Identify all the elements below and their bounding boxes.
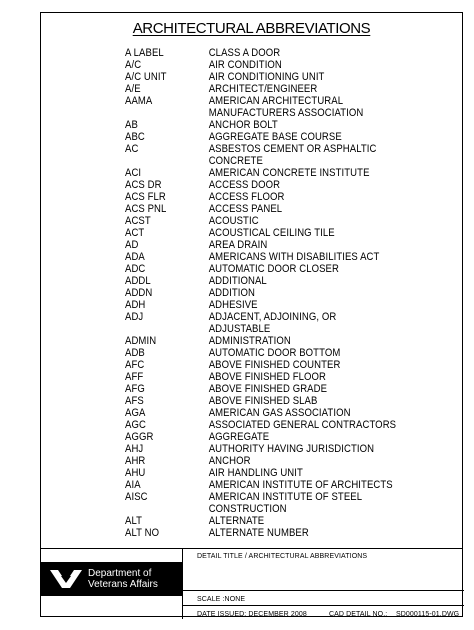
cad-detail-label: CAD DETAIL NO.: (329, 611, 388, 618)
abbreviation: AD (125, 239, 139, 251)
abbreviation: AFG (125, 383, 145, 395)
abbreviation: AHJ (125, 443, 144, 455)
definition: AUTOMATIC DOOR CLOSER (208, 263, 339, 275)
abbreviation: AIA (125, 479, 141, 491)
abbreviation-row (125, 515, 422, 527)
abbreviation-row (125, 527, 422, 539)
abbreviation-row (125, 371, 422, 383)
abbreviation: AFS (125, 395, 144, 407)
definition: ADDITION (208, 287, 255, 299)
abbreviation: ADB (125, 347, 145, 359)
abbreviation: AGGR (125, 431, 154, 443)
abbreviation-row (125, 407, 422, 419)
department-name (88, 568, 158, 590)
definition: ACCESS FLOOR (208, 191, 285, 203)
definition: AMERICAN ARCHITECTURAL MANUFACTURERS ASSOCIATION (208, 95, 364, 119)
definition: ABOVE FINISHED SLAB (208, 395, 318, 407)
date-issued: DATE ISSUED: DECEMBER 2008 (197, 611, 307, 618)
abbreviation: ADDL (125, 275, 151, 287)
title-block-rule-2 (182, 605, 464, 606)
definition: AIR CONDITION (208, 59, 282, 71)
definition: ARCHITECT/ENGINEER (208, 83, 318, 95)
abbreviation: A/C (125, 59, 142, 71)
abbreviation: ACI (125, 167, 142, 179)
abbreviation: ACS FLR (125, 191, 166, 203)
va-logo (41, 562, 182, 596)
cad-detail-number: SD000115-01.DWG (396, 611, 460, 618)
title-block-rule-1 (182, 590, 464, 591)
abbreviation-row (125, 239, 422, 251)
definition: AMERICAN INSTITUTE OF STEEL CONSTRUCTION (208, 491, 363, 515)
abbreviation: ACST (125, 215, 151, 227)
abbreviation-row (125, 95, 422, 119)
abbreviation-row (125, 347, 422, 359)
title-block (41, 548, 462, 619)
abbreviation-row (125, 443, 422, 455)
abbreviation: AAMA (125, 95, 153, 107)
abbreviation: ADJ (125, 311, 144, 323)
va-emblem-icon (49, 568, 83, 590)
abbreviation: A/C UNIT (125, 71, 167, 83)
abbreviation-row (125, 467, 422, 479)
abbreviation-row (125, 491, 422, 515)
abbreviation-row (125, 167, 422, 179)
abbreviation: ACT (125, 227, 145, 239)
abbreviation: ADA (125, 251, 145, 263)
abbreviation: ADMIN (125, 335, 157, 347)
abbreviation: ALT (125, 515, 143, 527)
definition: AUTOMATIC DOOR BOTTOM (208, 347, 341, 359)
drawing-sheet (40, 12, 463, 617)
abbreviation: AGA (125, 407, 146, 419)
abbreviation-row (125, 71, 422, 83)
abbreviation-row (125, 479, 422, 491)
detail-title: DETAIL TITLE / ARCHITECTURAL ABBREVIATIONS (197, 553, 368, 560)
abbreviation-row (125, 203, 422, 215)
abbreviation: ADC (125, 263, 146, 275)
title-block-divider (182, 549, 183, 619)
abbreviation-row (125, 131, 422, 143)
abbreviation-row (125, 83, 422, 95)
abbreviation: ACS PNL (125, 203, 167, 215)
definition: AGGREGATE BASE COURSE (208, 131, 342, 143)
abbreviation: AISC (125, 491, 148, 503)
definition: ABOVE FINISHED GRADE (208, 383, 328, 395)
definition: ADJACENT, ADJOINING, OR ADJUSTABLE (208, 311, 337, 335)
definition: CLASS A DOOR (208, 47, 281, 59)
definition: ACOUSTICAL CEILING TILE (208, 227, 335, 239)
department-line-2: Veterans Affairs (88, 579, 158, 590)
abbreviation-row (125, 335, 422, 347)
definition: AUTHORITY HAVING JURISDICTION (208, 443, 375, 455)
definition: ABOVE FINISHED FLOOR (208, 371, 326, 383)
definition: ADDITIONAL (208, 275, 267, 287)
definition: ACCESS PANEL (208, 203, 283, 215)
abbreviation-list (125, 47, 422, 539)
abbreviation-row (125, 275, 422, 287)
abbreviation: ALT NO (125, 527, 160, 539)
scale: SCALE :NONE (197, 596, 246, 603)
definition: AIR HANDLING UNIT (208, 467, 303, 479)
abbreviation-row (125, 419, 422, 431)
abbreviation: ACS DR (125, 179, 162, 191)
abbreviation-row (125, 59, 422, 71)
abbreviation: AB (125, 119, 138, 131)
abbreviation: AC (125, 143, 139, 155)
abbreviation: ABC (125, 131, 145, 143)
definition: AMERICAN INSTITUTE OF ARCHITECTS (208, 479, 393, 491)
definition: AIR CONDITIONING UNIT (208, 71, 325, 83)
definition: AMERICAN CONCRETE INSTITUTE (208, 167, 370, 179)
definition: ALTERNATE NUMBER (208, 527, 309, 539)
abbreviation-row (125, 47, 422, 59)
abbreviation-row (125, 143, 422, 167)
definition: ANCHOR (208, 455, 251, 467)
abbreviation-row (125, 263, 422, 275)
definition: ABOVE FINISHED COUNTER (208, 359, 341, 371)
definition: ANCHOR BOLT (208, 119, 278, 131)
abbreviation-row (125, 119, 422, 131)
abbreviation-row (125, 455, 422, 467)
definition: AGGREGATE (208, 431, 270, 443)
abbreviation-row (125, 383, 422, 395)
abbreviation: AHR (125, 455, 146, 467)
definition: ACOUSTIC (208, 215, 259, 227)
definition: AMERICAN GAS ASSOCIATION (208, 407, 351, 419)
abbreviation-row (125, 311, 422, 335)
abbreviation-row (125, 359, 422, 371)
definition: AMERICANS WITH DISABILITIES ACT (208, 251, 380, 263)
abbreviation-row (125, 395, 422, 407)
definition: AREA DRAIN (208, 239, 268, 251)
abbreviation: ADDN (125, 287, 153, 299)
abbreviation: AFC (125, 359, 145, 371)
definition: ACCESS DOOR (208, 179, 281, 191)
abbreviation: AHU (125, 467, 146, 479)
abbreviation-row (125, 215, 422, 227)
definition: ALTERNATE (208, 515, 265, 527)
abbreviation: A LABEL (125, 47, 164, 59)
definition: ADMINISTRATION (208, 335, 291, 347)
abbreviation: AFF (125, 371, 144, 383)
abbreviation-row (125, 251, 422, 263)
abbreviation-row (125, 227, 422, 239)
abbreviation-row (125, 179, 422, 191)
page-title: ARCHITECTURAL ABBREVIATIONS (132, 20, 371, 37)
abbreviation-row (125, 191, 422, 203)
definition: ASBESTOS CEMENT OR ASPHALTIC CONCRETE (208, 143, 377, 167)
abbreviation: A/E (125, 83, 141, 95)
definition: ADHESIVE (208, 299, 258, 311)
abbreviation-row (125, 431, 422, 443)
department-line-1: Department of (88, 568, 152, 579)
abbreviation: ADH (125, 299, 146, 311)
abbreviation-row (125, 299, 422, 311)
definition: ASSOCIATED GENERAL CONTRACTORS (208, 419, 397, 431)
abbreviation: AGC (125, 419, 146, 431)
abbreviation-row (125, 287, 422, 299)
